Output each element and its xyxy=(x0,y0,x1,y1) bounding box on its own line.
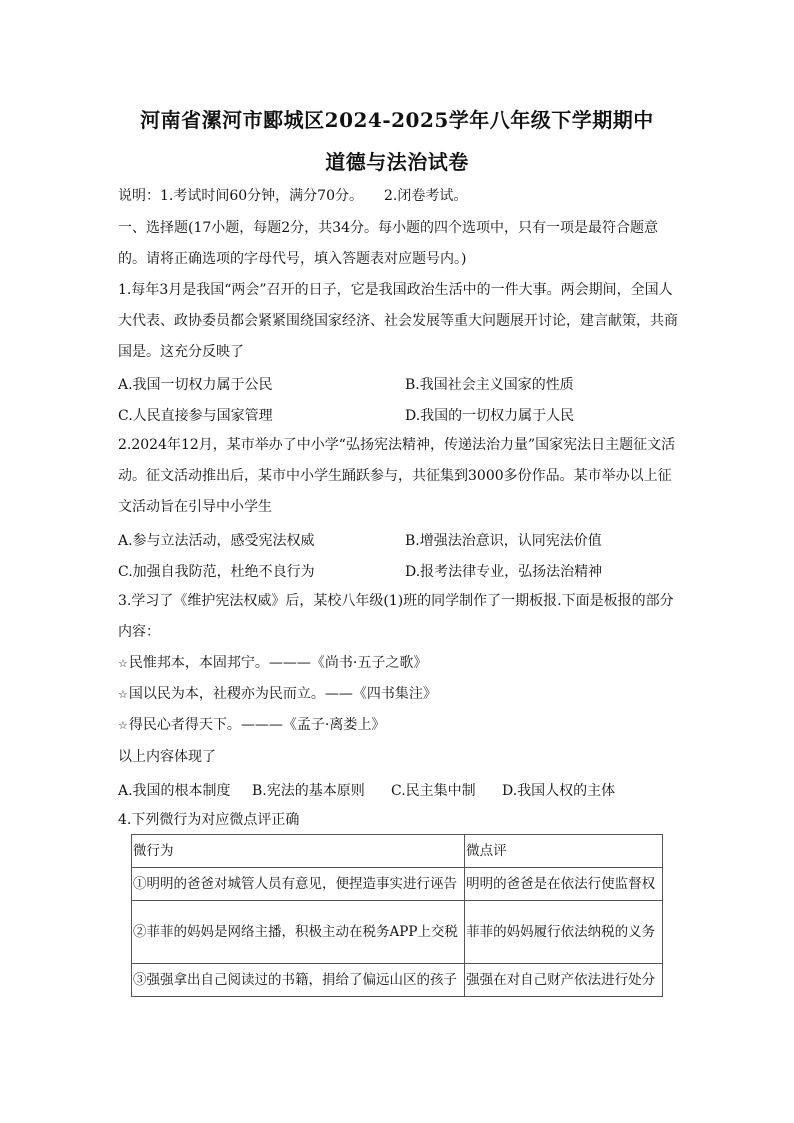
table-cell-comment: 明明的爸爸是在依法行使监督权 xyxy=(465,868,663,901)
q3-option-d: D.我国人权的主体 xyxy=(502,783,616,799)
q1-stem-line2: 大代表、政协委员都会紧紧围绕国家经济、社会发展等重大问题展开讨论，建言献策，共商 xyxy=(118,313,678,329)
q3-lead: 以上内容体现了 xyxy=(118,749,216,765)
q3-bullet-2-text: 国以民为本，社稷亦为民而立。——《四书集注》 xyxy=(128,686,437,702)
q3-stem-line1: 3.学习了《维护宪法权威》后，某校八年级(1)班的同学制作了一期板报.下面是板报的部分 xyxy=(118,593,674,609)
table-row xyxy=(132,964,663,997)
exam-note: 说明：1.考试时间60分钟，满分70分。 2.闭卷考试。 xyxy=(118,188,468,204)
q1-stem-line1: 1.每年3月是我国“两会”召开的日子，它是我国政治生活中的一件大事。两会期间，全国人 xyxy=(118,282,673,298)
section1-instructions-line1: 一、选择题(17小题，每题2分，共34分。每小题的四个选项中，只有一项是最符合题意 xyxy=(118,220,658,236)
table-cell-behavior: ③强强拿出自己阅读过的书籍，捐给了偏远山区的孩子 xyxy=(132,964,465,997)
q2-stem-line2: 动。征文活动推出后，某市中小学生踊跃参与，共征集到3000多份作品。某市举办以上征 xyxy=(118,468,672,484)
q1-option-a: A.我国一切权力属于公民 xyxy=(118,377,273,393)
table-header-comment: 微点评 xyxy=(465,835,663,868)
q1-option-b: B.我国社会主义国家的性质 xyxy=(405,377,574,393)
q2-stem-line1: 2.2024年12月，某市举办了中小学“弘扬宪法精神，传递法治力量”国家宪法日主题征文活 xyxy=(118,437,676,453)
star-icon: ☆ xyxy=(118,657,128,670)
q3-stem-line2: 内容： xyxy=(118,624,160,640)
section1-instructions-line2: 的。请将正确选项的字母代号，填入答题表对应题号内。) xyxy=(118,251,467,267)
table-cell-comment: 强强在对自己财产依法进行处分 xyxy=(465,964,663,997)
q4-stem: 4.下列微行为对应微点评正确 xyxy=(118,812,300,828)
table-cell-comment: 菲菲的妈妈履行依法纳税的义务 xyxy=(465,901,663,964)
star-icon: ☆ xyxy=(118,688,128,701)
exam-title-line2: 道德与法治试卷 xyxy=(325,150,469,174)
q3-option-c: C.民主集中制 xyxy=(391,783,476,799)
q3-bullet-3-text: 得民心者得天下。———《孟子·离娄上》 xyxy=(128,717,386,733)
q2-option-c: C.加强自我防范，杜绝不良行为 xyxy=(118,564,315,580)
q4-table xyxy=(131,834,663,997)
q1-option-c: C.人民直接参与国家管理 xyxy=(118,408,273,424)
q3-option-a: A.我国的根本制度 xyxy=(118,783,231,799)
q3-bullet-1-text: 民惟邦本，本固邦宁。———《尚书·五子之歌》 xyxy=(128,655,428,671)
star-icon: ☆ xyxy=(118,719,128,732)
q3-bullet-2 xyxy=(118,685,678,704)
q3-bullet-1 xyxy=(118,654,678,673)
q1-option-d: D.我国的一切权力属于人民 xyxy=(405,408,575,424)
q3-bullet-3 xyxy=(118,716,678,735)
table-row xyxy=(132,901,663,964)
table-header-behavior: 微行为 xyxy=(132,835,465,868)
q2-option-a: A.参与立法活动，感受宪法权威 xyxy=(118,533,315,549)
table-cell-behavior: ①明明的爸爸对城管人员有意见，便捏造事实进行诬告 xyxy=(132,868,465,901)
table-row xyxy=(132,868,663,901)
table-cell-behavior: ②菲菲的妈妈是网络主播，积极主动在税务APP上交税 xyxy=(132,901,465,964)
q2-option-d: D.报考法律专业，弘扬法治精神 xyxy=(405,564,603,580)
table-header-row xyxy=(132,835,663,868)
q2-option-b: B.增强法治意识，认同宪法价值 xyxy=(405,533,602,549)
exam-title-line1: 河南省漯河市郾城区2024-2025学年八年级下学期期中 xyxy=(140,108,654,132)
q2-stem-line3: 文活动旨在引导中小学生 xyxy=(118,499,272,515)
q3-option-b: B.宪法的基本原则 xyxy=(252,783,365,799)
q1-stem-line3: 国是。这充分反映了 xyxy=(118,344,244,360)
